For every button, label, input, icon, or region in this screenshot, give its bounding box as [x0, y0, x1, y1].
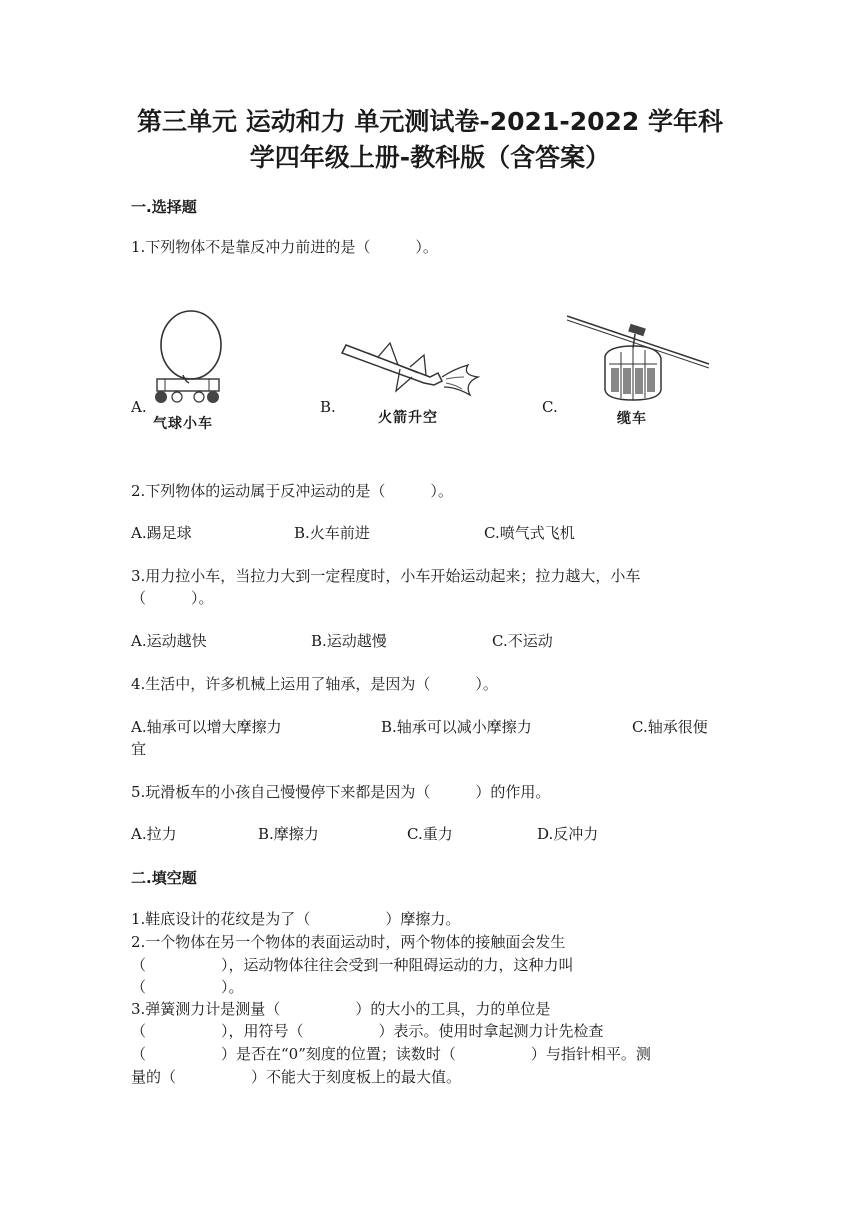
question-5-option-a: A.拉力 — [131, 825, 177, 843]
question-5-option-d: D.反冲力 — [537, 825, 599, 843]
question-5-option-b: B.摩擦力 — [258, 825, 319, 843]
fill-blank-line-2: 2.一个物体在另一个物体的表面运动时，两个物体的接触面会发生 — [131, 933, 566, 951]
question-5-option-c: C.重力 — [407, 825, 453, 843]
fill-blank-line-4: （ ）。 — [131, 978, 244, 996]
title-line-2: 学四年级上册-教科版（含答案） — [249, 143, 611, 172]
question-1-option-a-label: A. — [131, 398, 147, 416]
question-2-option-a: A.踢足球 — [131, 524, 192, 542]
question-3-option-c: C.不运动 — [492, 632, 553, 650]
question-4-stem: 4.生活中，许多机械上运用了轴承，是因为（ ）。 — [131, 675, 498, 693]
question-4-option-c: C.轴承很便 — [632, 718, 708, 736]
question-5-stem: 5.玩滑板车的小孩自己慢慢停下来都是因为（ ）的作用。 — [131, 783, 551, 801]
fill-blank-line-7: （ ）是否在“0”刻度的位置；读数时（ ）与指针相平。测 — [131, 1045, 651, 1063]
fill-blank-line-6: （ ），用符号（ ）表示。使用时拿起测力计先检查 — [131, 1022, 604, 1040]
question-4-option-b: B.轴承可以减小摩擦力 — [381, 718, 532, 736]
question-3-option-b: B.运动越慢 — [311, 632, 387, 650]
question-3-option-a: A.运动越快 — [131, 632, 207, 650]
rocket-figure — [338, 325, 488, 435]
question-3-stem-line-2: （ ）。 — [131, 589, 214, 607]
rocket-caption: 火箭升空 — [378, 410, 438, 426]
question-2-stem: 2.下列物体的运动属于反冲运动的是（ ）。 — [131, 482, 453, 500]
question-1-stem: 1.下列物体不是靠反冲力前进的是（ ）。 — [131, 238, 438, 256]
balloon-car-figure — [145, 305, 235, 435]
section-heading-choice: 一.选择题 — [131, 198, 197, 216]
question-3-stem-line-1: 3.用力拉小车，当拉力大到一定程度时，小车开始运动起来；拉力越大，小车 — [131, 567, 641, 585]
section-heading-fill-blank: 二.填空题 — [131, 869, 197, 887]
fill-blank-line-3: （ ），运动物体往往会受到一种阻碍运动的力，这种力叫 — [131, 956, 574, 974]
rocket-icon — [338, 325, 488, 415]
question-2-option-c: C.喷气式飞机 — [484, 524, 575, 542]
question-1-option-b-label: B. — [320, 398, 336, 416]
question-4-option-c-continued: 宜 — [131, 740, 147, 758]
fill-blank-line-5: 3.弹簧测力计是测量（ ）的大小的工具，力的单位是 — [131, 1000, 551, 1018]
balloon-car-caption: 气球小车 — [153, 416, 213, 432]
question-2-option-b: B.火车前进 — [294, 524, 370, 542]
cable-car-caption: 缆车 — [617, 411, 647, 427]
cable-car-figure — [565, 312, 715, 436]
cable-car-icon — [565, 312, 715, 412]
page-title — [120, 104, 740, 176]
fill-blank-line-8: 量的（ ）不能大于刻度板上的最大值。 — [131, 1068, 462, 1086]
question-1-option-c-label: C. — [542, 398, 558, 416]
question-4-option-a: A.轴承可以增大摩擦力 — [131, 718, 282, 736]
title-line-1: 第三单元 运动和力 单元测试卷-2021-2022 学年科 — [136, 107, 724, 136]
fill-blank-line-1: 1.鞋底设计的花纹是为了（ ）摩擦力。 — [131, 910, 461, 928]
